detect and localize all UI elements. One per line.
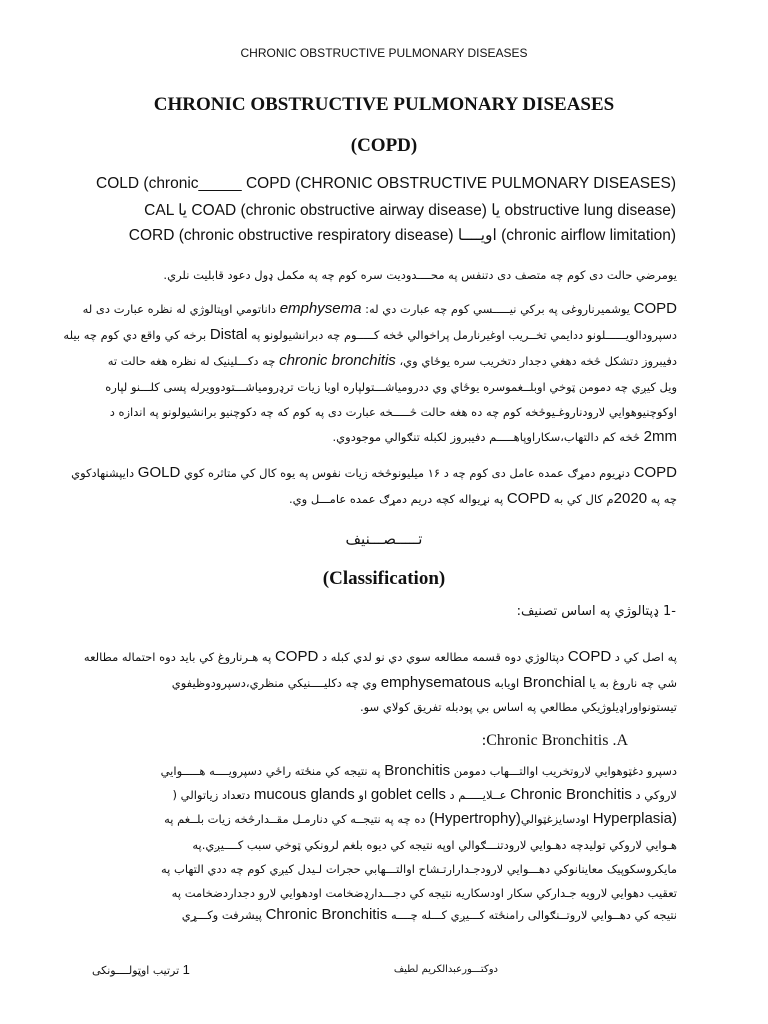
para4-line-4: هـوایي لاروکي تولیدچه دهـوایي لارودتنـــګوالي اوپه نتیجه کي دیوه بلغم لرونکي ټوخي سبب کــــیږي.په — [192, 838, 677, 852]
document-title-abbreviation: (COPD) — [350, 135, 418, 156]
para4-line-2: لاروکي د Chronic Bronchitis عــلایـــــم د goblet cells او mucous glands دتعداد زیاتوالي ( — [172, 786, 677, 803]
term-hypertrophy: (Hypertrophy) — [429, 810, 521, 827]
term-hyperplasia: (Hyperplasia — [592, 810, 677, 827]
document-title: CHRONIC OBSTRUCTIVE PULMONARY DISEASES — [153, 94, 615, 115]
value-2mm: 2mm — [643, 428, 677, 445]
para1-line-4: ویل کیږي چه دمومن ټوخي اوبلــغموسره یوځاي وي ددرومیاشـــتولپاره اویا زیات ترډرومیاشـــتودوویرله پسی کلـــنو لپاره — [105, 380, 677, 394]
term-mucous-glands: mucous glands — [253, 786, 355, 803]
para1-line-1: COPD یوشمیرناروغی په برکي نیـــــسي کوم چه عبارت دي له: emphysema داناتومي اوپتالوژي له نظره عبارت دی له — [82, 300, 677, 317]
para3-line-3: تیستونواوراډیلوژیکي مطالعي په اساس بي پودبله تفریق کولاي سو. — [359, 700, 677, 714]
term-emphysema: emphysema — [279, 300, 362, 317]
intro-paragraph: یومرضي حالت دی کوم چه متصف دی دتنفس په محــــدودیت سره کوم چه په مکمل ډول دعود قابلیت نلري. — [163, 268, 677, 282]
para1-line-3: دفیبروز دتشکل څخه دهغي دجدار دتخریب سره یوځاي وي، chronic bronchitis چه دکـــلینیک له نظره هغه حالت ته — [107, 352, 677, 369]
term-distal: Distal — [209, 326, 248, 343]
footer-author: دوکتـــورعبدالکریم لطیف — [393, 964, 498, 975]
term-bronchial: Bronchial — [522, 674, 586, 691]
para4-line-7: نتیجه کي دهــوایي لاروتــنګوالی رامنځته کـــیږي کـــله چــــه Chronic Bronchitis پیشرفت وکـــړي — [181, 906, 677, 923]
term-chronic-bronchitis: chronic bronchitis — [279, 352, 396, 369]
alias-line-1: COLD (chronic_____ COPD (CHRONIC OBSTRUCTIVE PULMONARY DISEASES) — [96, 175, 676, 192]
term-emphysematous: emphysematous — [380, 674, 491, 691]
running-header: CHRONIC OBSTRUCTIVE PULMONARY DISEASES — [240, 46, 528, 60]
para3-line-2: شي چه ناروغ به یا Bronchial اویابه emphysematous وي چه دکلیــــنیکي منظري،دسپرودوظیفوي — [171, 674, 677, 691]
alias-line-2: CAL یا COAD (chronic obstructive airway disease) یا obstructive lung disease) — [144, 202, 676, 219]
year-2020: 2020 — [613, 490, 648, 507]
para1-line-2: دسپرودالویــــــلونو ددایمي تخــریب اوغیرنارمل پراخوالي څخه کـــــوم چه دبرانشیولونو په Distal برخه کي واقع دي کوم چه بیله — [63, 326, 677, 343]
para1-line-6: 2mm څخه کم دالتهاب،سکاراوپاهـــــم دفیبروز لکبله تنګوالي موجودوي. — [332, 428, 677, 445]
para4-line-6: تعقیب دهوایي لارویه جـدارکي سکار اودسکاریه نتیجه کي دجـــدارډضخامت اودهوایي لارو دجداردضخامت په — [171, 886, 677, 900]
page-number: 1 — [182, 962, 190, 977]
para4-line-1: دسپرو دغټوهوایي لاروتخریب اوالتـــهاب دمومن Bronchitis په نتیجه کي منځته راځي دسپرویــــه هـــــوایي — [160, 762, 677, 779]
section-heading-classification: تـــــصـــنیف — [345, 530, 423, 548]
para4-line-5: مایکروسکوپیک معاینانوکي دهـــوایي لارودجـدارارتـشاح اوالتـــهابي حجرات لـیدل کیږي کوم چه ددي التهاب په — [161, 862, 677, 876]
term-copd: COPD — [633, 300, 677, 317]
numbered-heading-1: -1 ډپتالوژي په اساس تصنیف: — [516, 604, 676, 619]
alias-line-3: CORD (chronic obstructive respiratory disease) اویــــا (chronic airflow limitation) — [128, 227, 676, 244]
para2-line-1: COPD دنړیوم دمړګ عمده عامل دی کوم چه د ۱۶ میلیونوڅخه زیات نفوس په یوه کال کي متاثره کوي GOLD دایپشنهادکوي — [71, 464, 677, 481]
para4-line-3: (Hyperplasia اودسایزغټوالي(Hypertrophy) ده چه په نتیجــه کي دنارمـل مقــدارڅخه زیات بلــغم په — [164, 810, 677, 827]
term-goblet-cells: goblet cells — [370, 786, 446, 803]
subsection-a-heading: :Chronic Bronchitis .A — [481, 732, 628, 749]
footer-compiler: 1 ترتیب اوټولــــونکی — [92, 962, 190, 977]
term-gold: GOLD — [137, 464, 181, 481]
classification-heading: (Classification) — [322, 568, 446, 589]
para2-line-2: چه په 2020م کال کي به COPD په نړیواله کچه دریم دمړګ عمده عامـــل وي. — [289, 490, 677, 507]
para3-line-1: په اصل کي د COPD دپتالوژي دوه قسمه مطالعه سوي دي نو لدي کبله د COPD په هـرناروغ کي باید دوه احتماله مطالعه — [83, 648, 677, 665]
para1-line-5: اوکوچنیوهوایي لارودناروغـیوڅخه کوم چه ده هغه حالت څـــــخه عبارت دی په کوم که چه دکوچنیو برانشیولونو په اندازه د — [109, 405, 677, 419]
